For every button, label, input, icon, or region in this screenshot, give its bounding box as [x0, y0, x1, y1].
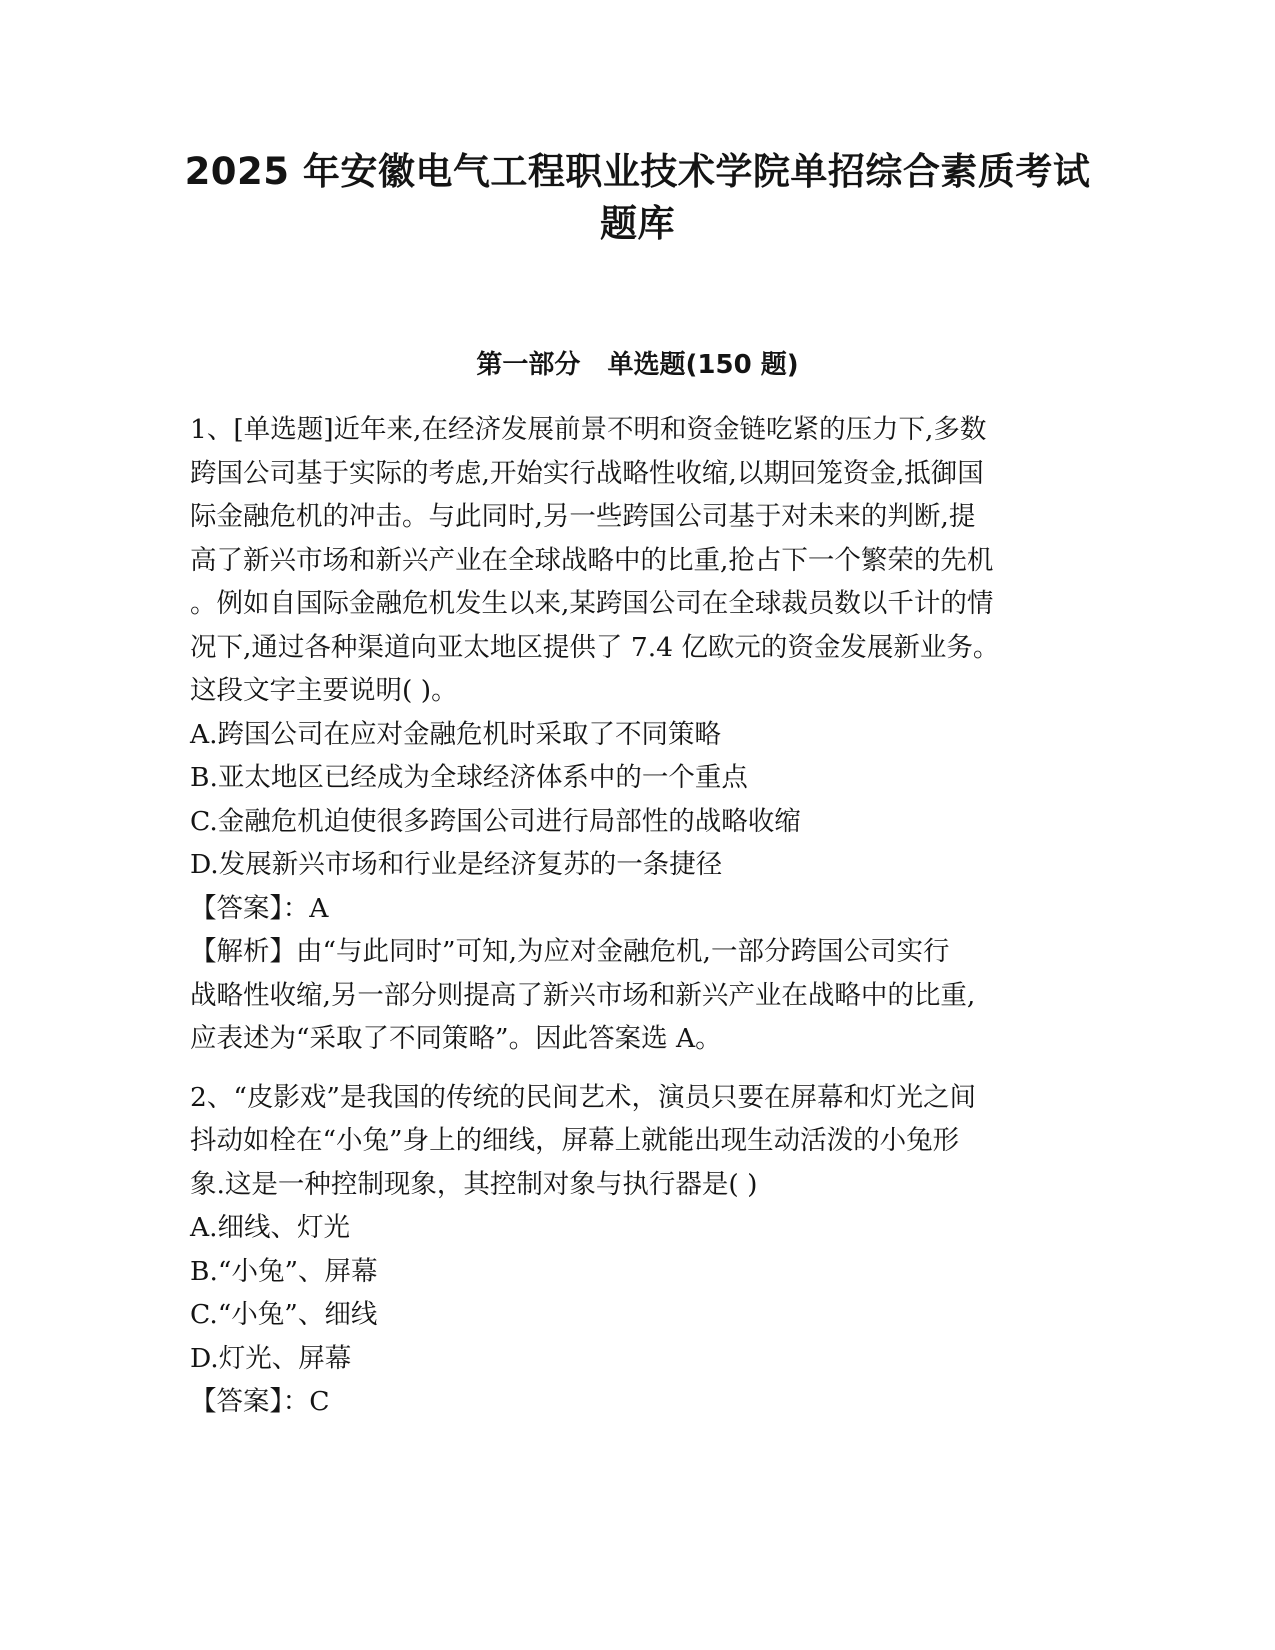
question-stem-line: 。例如自国际金融危机发生以来,某跨国公司在全球裁员数以千计的情: [190, 588, 994, 619]
option-b: B.“小兔”、屏幕: [190, 1255, 378, 1287]
answer-line: 【答案】：C: [190, 1386, 330, 1417]
option-c: C.金融危机迫使很多跨国公司进行局部性的战略收缩: [190, 805, 801, 837]
question-item: [190, 408, 1085, 1061]
question-stem-line: 2、“皮影戏”是我国的传统的民间艺术，演员只要在屏幕和灯光之间: [190, 1081, 976, 1113]
document-title: [150, 146, 1125, 250]
question-stem-line: 高了新兴市场和新兴产业在全球战略中的比重,抢占下一个繁荣的先机: [190, 544, 994, 576]
question-stem: [190, 408, 1085, 713]
question-list: [190, 408, 1085, 1424]
option-d: D.灯光、屏幕: [190, 1342, 352, 1374]
question-stem-line: 抖动如栓在“小兔”身上的细线，屏幕上就能出现生动活泼的小兔形: [190, 1125, 960, 1156]
question-stem-line: 况下,通过各种渠道向亚太地区提供了 7.4 亿欧元的资金发展新业务。: [190, 631, 1000, 663]
option-a: A.跨国公司在应对金融危机时采取了不同策略: [190, 718, 722, 750]
option-list: [190, 713, 1085, 887]
analysis-line: 【解析】由“与此同时”可知,为应对金融危机,一部分跨国公司实行: [190, 936, 950, 967]
option-list: [190, 1206, 1085, 1380]
option-a: A.细线、灯光: [190, 1212, 351, 1243]
question-item: [190, 1076, 1085, 1424]
document-title-line-2: 题库: [600, 202, 675, 245]
option-c: C.“小兔”、细线: [190, 1299, 378, 1330]
question-stem-line: 跨国公司基于实际的考虑,开始实行战略性收缩,以期回笼资金,抵御国: [190, 457, 984, 489]
question-stem-line: 1、[单选题]近年来,在经济发展前景不明和资金链吃紧的压力下,多数: [190, 414, 987, 445]
question-stem: [190, 1076, 1085, 1207]
answer-line: 【答案】：A: [190, 892, 329, 924]
analysis: [190, 930, 1085, 1061]
question-stem-line: 象.这是一种控制现象，其控制对象与执行器是( ): [190, 1168, 758, 1200]
option-b: B.亚太地区已经成为全球经济体系中的一个重点: [190, 762, 748, 793]
document-title-line-1: 2025 年安徽电气工程职业技术学院单招综合素质考试: [184, 150, 1091, 193]
question-spacer: [190, 1061, 1085, 1076]
analysis-line: 应表述为“采取了不同策略”。因此答案选 A。: [190, 1023, 722, 1054]
question-stem-line: 际金融危机的冲击。与此同时,另一些跨国公司基于对未来的判断,提: [190, 501, 976, 532]
option-d: D.发展新兴市场和行业是经济复苏的一条捷径: [190, 849, 723, 880]
section-heading: 第一部分 单选题(150 题): [476, 350, 799, 380]
analysis-line: 战略性收缩,另一部分则提高了新兴市场和新兴产业在战略中的比重,: [190, 979, 976, 1011]
question-stem-line: 这段文字主要说明( )。: [190, 675, 458, 706]
